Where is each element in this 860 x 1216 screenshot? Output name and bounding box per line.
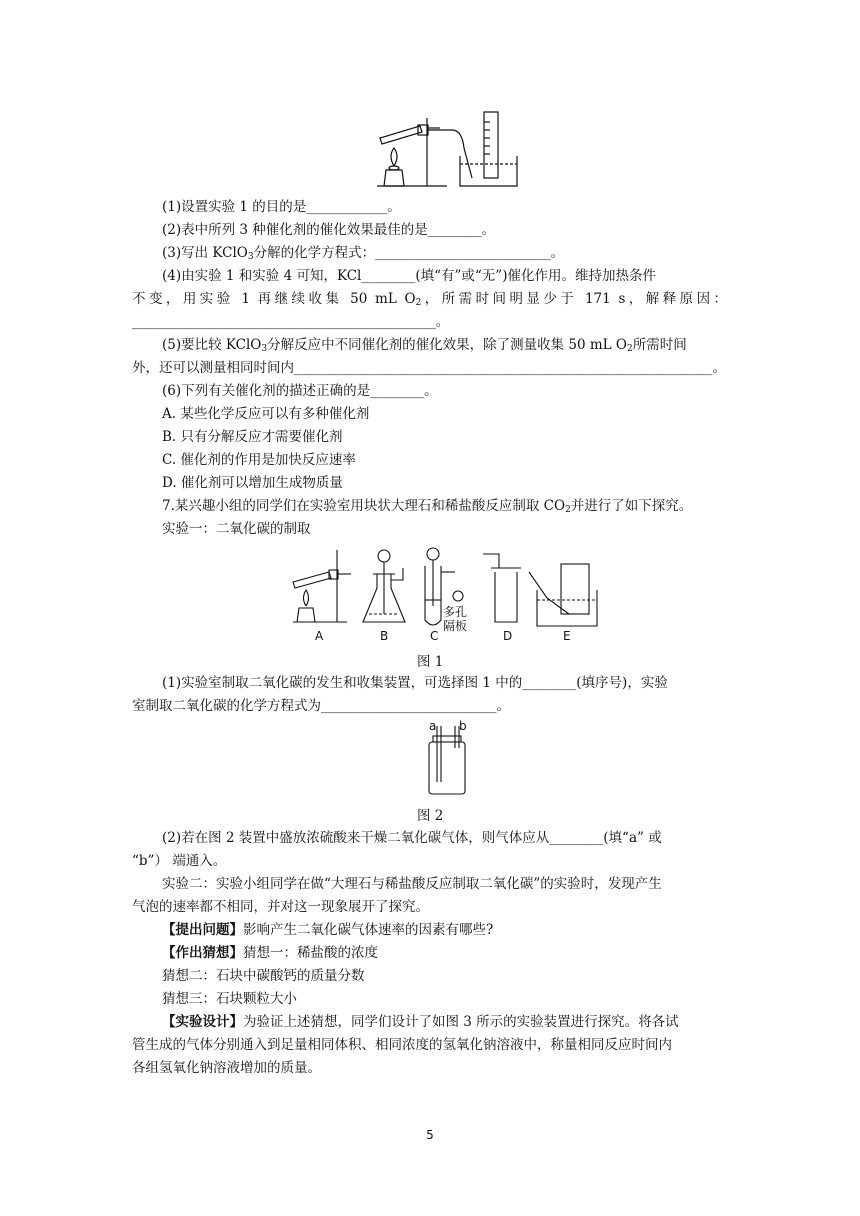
figure-1-label-c: C (430, 629, 439, 643)
porous-plate-label-2: 隔板 (443, 619, 468, 633)
figure-1-label-b: B (380, 629, 389, 643)
design-line1: 【实验设计】为验证上述猜想，同学们设计了如图 3 所示的实验装置进行探究。将各试 (162, 1014, 679, 1030)
option-b: B. 只有分解反应才需要催化剂 (162, 429, 343, 445)
experiment1-title: 实验一：二氧化碳的制取 (162, 521, 311, 537)
figure-1-label-a: A (315, 629, 324, 643)
q6-part2: (2)表中所列 3 种催化剂的催化效果最佳的是________。 (162, 222, 496, 238)
port-a-label: a (429, 720, 437, 733)
question-raised: 【提出问题】影响产生二氧化碳气体速率的因素有哪些? (162, 922, 494, 938)
option-a: A. 某些化学反应可以有多种催化剂 (162, 406, 370, 422)
q7-part2-line1: (2)若在图 2 装置中盛放浓硫酸来干燥二氧化碳气体，则气体应从________(填“a” 或 (162, 830, 662, 846)
q7-part1-line1: (1)实验室制取二氧化碳的发生和收集装置，可选择图 1 中的________(填序号)，实验 (162, 675, 668, 691)
figure-1-label-e: E (563, 629, 571, 643)
experiment2-line1: 实验二：实验小组同学在做“大理石与稀盐酸反应制取二氧化碳”的实验时，发现产生 (162, 876, 662, 892)
porous-plate-label-1: 多孔 (443, 605, 468, 619)
port-b-label: b (459, 720, 467, 733)
q6-part4-line2: 不变，用实验 1 再继续收集 50 mL $O_2$，所需时间明显少于 171 s，解释原因： (132, 291, 728, 308)
page-number: 5 (426, 1128, 434, 1142)
q6-part4-line3: _____________________________________________。 (132, 314, 450, 330)
q6-part3: (3)写出 KClO$_3$分解的化学方程式：__________________________。 (162, 245, 565, 262)
figure-1-apparatus (285, 544, 600, 644)
hypothesis-2: 猜想二：石块中碳酸钙的质量分数 (162, 968, 365, 984)
design-line2: 管生成的气体分别通入到足量相同体积、相同浓度的氢氧化钠溶液中，称量相同反应时间内 (132, 1037, 672, 1053)
q6-part5-line1: (5)要比较 KClO$_3$分解反应中不同催化剂的催化效果，除了测量收集 50 mL $O_2$所需时间 (162, 337, 687, 354)
design-line3: 各组氢氧化钠溶液增加的质量。 (132, 1060, 321, 1076)
q6-part5-line2: 外，还可以测量相同时间内______________________________________________________________。 (132, 360, 726, 376)
q6-part1: (1)设置实验 1 的目的是____________。 (162, 199, 401, 215)
option-c: C. 催化剂的作用是加快反应速率 (162, 452, 356, 468)
apparatus-figure-top (372, 108, 522, 194)
q7-part2-line2: “b”） 端通入。 (132, 853, 227, 869)
figure-1-caption: 图 1 (417, 654, 444, 670)
figure-1-label-d: D (503, 629, 513, 643)
q6-part4-line1: (4)由实验 1 和实验 4 可知，KCl________(填“有”或“无”)催化作用。维持加热条件 (162, 268, 656, 284)
q7-intro: 7.某兴趣小组的同学们在实验室用块状大理石和稀盐酸反应制取 $CO_2$并进行了如下探究。 (162, 498, 693, 515)
figure-2-caption: 图 2 (417, 808, 444, 824)
answer-blank[interactable]: ____________ (306, 199, 388, 215)
hypothesis-3: 猜想三：石块颗粒大小 (162, 991, 297, 1007)
experiment2-line2: 气泡的速率都不相同，并对这一现象展开了探究。 (132, 899, 429, 915)
q6-part6: (6)下列有关催化剂的描述正确的是________。 (162, 383, 438, 399)
hypothesis-1: 【作出猜想】猜想一：稀盐酸的浓度 (162, 945, 378, 961)
option-d: D. 催化剂可以增加生成物质量 (162, 475, 343, 491)
figure-2-bottle (415, 720, 475, 796)
q7-part1-line2: 室制取二氧化碳的化学方程式为__________________________。 (132, 698, 510, 714)
